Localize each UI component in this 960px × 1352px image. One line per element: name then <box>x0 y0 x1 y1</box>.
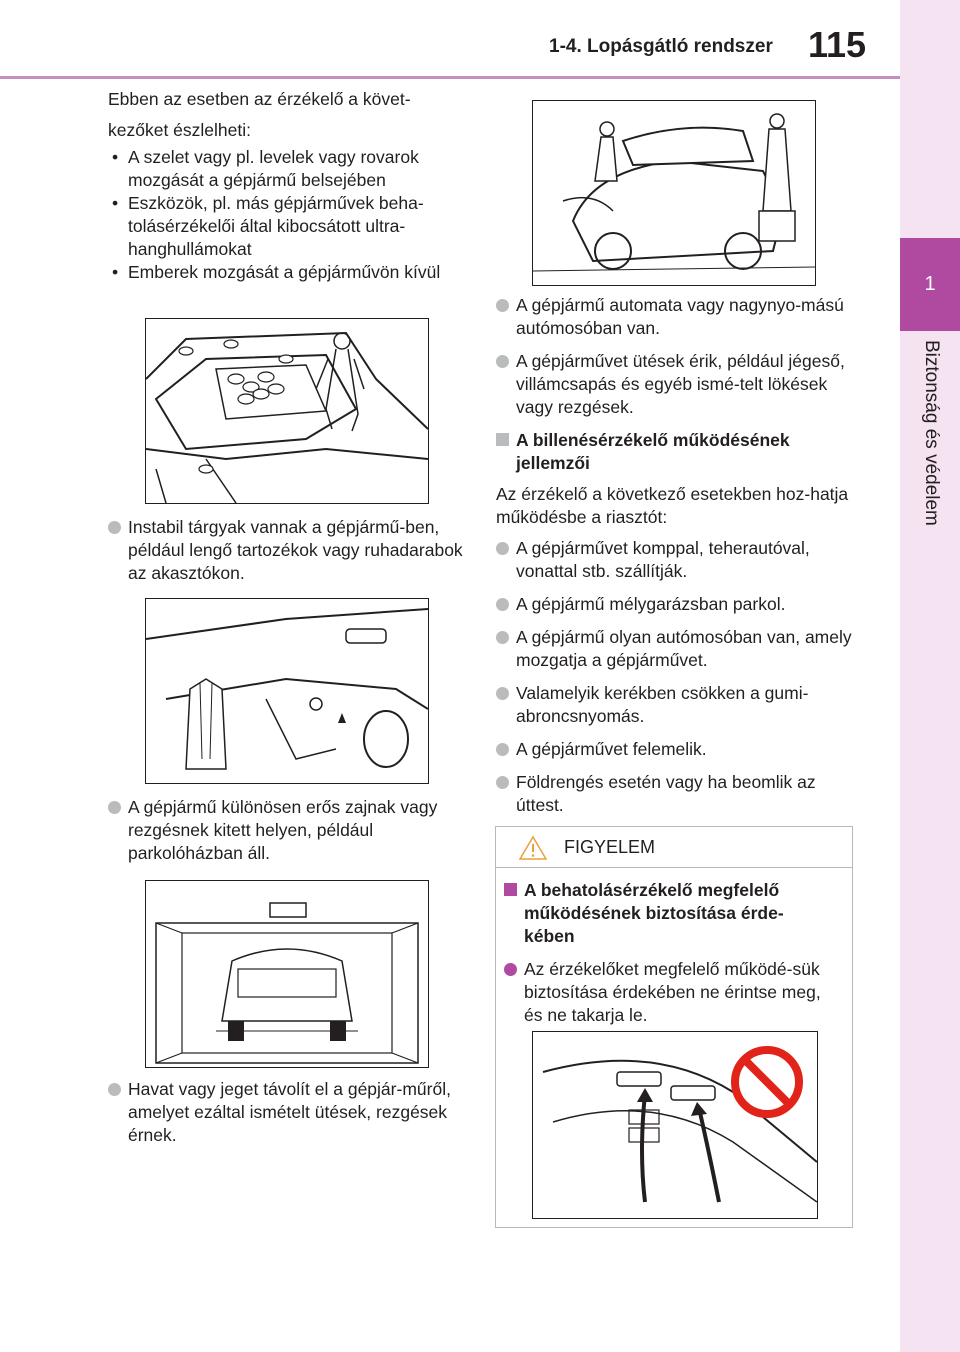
warning-triangle-icon <box>518 835 548 861</box>
dash-item: • Eszközök, pl. más gépjárművek beha-tolásérzékelői által kibocsátott ultra-hanghullámokat <box>112 193 424 259</box>
left-bullet-3 <box>108 1078 478 1147</box>
bullet-dot-icon <box>496 743 509 756</box>
header-rule <box>0 76 900 79</box>
illustration-interior-hanger <box>145 598 429 784</box>
bullet-dot-icon <box>108 801 121 814</box>
side-tab <box>900 0 960 1352</box>
bullet-dot-icon <box>496 687 509 700</box>
bullet-dot-icon <box>496 542 509 555</box>
left-intro-block <box>108 88 478 284</box>
illustration-parking-garage <box>145 880 429 1068</box>
bullet-dot-icon <box>504 963 517 976</box>
left-bullet-2 <box>108 796 478 865</box>
square-bullet-icon <box>504 883 517 896</box>
bullet-dot-icon <box>496 355 509 368</box>
list-item: Instabil tárgyak vannak a gépjármű-ben, például lengő tartozékok vagy ruhadarabok az akasztókon. <box>108 516 478 585</box>
chapter-number-tab: 1 <box>900 238 960 331</box>
left-bullet-1 <box>108 516 478 585</box>
bullet-dot-icon <box>108 521 121 534</box>
bullet-dot-icon <box>496 598 509 611</box>
list-item: A gépjárművet komppal, teherautóval, vonattal stb. szállítják. <box>496 537 856 583</box>
chapter-title: Biztonság és védelem <box>921 340 942 526</box>
warning-header <box>496 827 852 868</box>
illustration-sunroof-leaves <box>145 318 429 504</box>
illustration-sensor-do-not-cover <box>532 1031 818 1219</box>
list-item: A gépjármű mélygarázsban parkol. <box>496 593 856 616</box>
illustration-snow-removal <box>532 100 816 286</box>
right-text-block <box>496 294 856 817</box>
bullet-dot-icon <box>496 299 509 312</box>
warning-box <box>495 826 853 1228</box>
bullet-dot-icon <box>496 776 509 789</box>
list-item: A gépjármű különösen erős zajnak vagy rezgésnek kitett helyen, például parkolóházban áll. <box>108 796 478 865</box>
square-bullet-icon <box>496 433 509 446</box>
list-item: A gépjármű olyan autómosóban van, amely mozgatja a gépjárművet. <box>496 626 856 672</box>
intro-line-1: Ebben az esetben az érzékelő a követ- <box>108 89 411 109</box>
section-intro: Az érzékelő a következő esetekben hoz-hatja működésbe a riasztót: <box>496 484 849 527</box>
list-item: Valamelyik kerékben csökken a gumi-abroncsnyomás. <box>496 682 856 728</box>
running-head: 1-4. Lopásgátló rendszer <box>549 36 773 57</box>
intro-line-2: kezőket észlelheti: <box>108 120 251 140</box>
warning-bullet: Az érzékelőket megfelelő működé-sük biztosítása érdekében ne érintse meg, és ne takarja le. <box>504 958 828 1027</box>
list-item: A gépjárművet ütések érik, például jégeső, villámcsapás és egyéb ismé-telt lökések vagy rezgések. <box>496 350 856 419</box>
bullet-dot-icon <box>496 631 509 644</box>
list-item: Havat vagy jeget távolít el a gépjár-műről, amelyet ezáltal ismételt ütések, rezgések érnek. <box>108 1078 478 1147</box>
list-item: Földrengés esetén vagy ha beomlik az úttest. <box>496 771 856 817</box>
dash-item: • A szelet vagy pl. levelek vagy rovarok mozgását a gépjármű belsejében <box>112 147 419 190</box>
list-item: A gépjármű automata vagy nagynyo-mású autómosóban van. <box>496 294 856 340</box>
detection-dash-list <box>108 146 478 284</box>
list-item: A gépjárművet felemelik. <box>496 738 856 761</box>
page-number: 115 <box>808 24 867 65</box>
dash-item: • Emberek mozgását a gépjárművön kívül <box>112 262 441 282</box>
section-heading: A billenésérzékelő működésének jellemzői <box>496 429 856 475</box>
warning-content <box>504 879 828 1027</box>
warning-title: FIGYELEM <box>564 837 656 857</box>
warning-heading: A behatolásérzékelő megfelelő működésének biztosítása érde-kében <box>504 879 828 948</box>
bullet-dot-icon <box>108 1083 121 1096</box>
